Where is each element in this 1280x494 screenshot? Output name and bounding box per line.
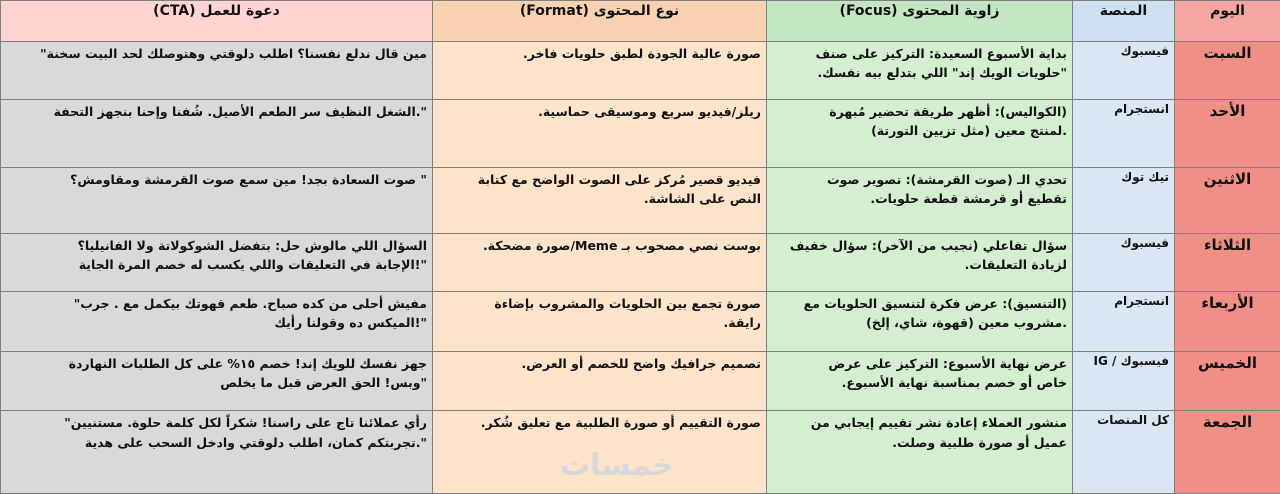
focus-text-line: عرض نهاية الأسبوع: التركيز على عرض xyxy=(828,355,1067,371)
header-platform: المنصة xyxy=(1073,1,1175,42)
cta-text-line: مين قال ندلع نفسنا؟ اطلب دلوقتي وهتوصلك لحد البيت سخنة" xyxy=(40,46,427,61)
format-text-line: النص على الشاشة. xyxy=(643,191,761,207)
cta-text-line: "!الإجابة في التعليقات واللي يكسب له خصم المرة الجاية xyxy=(78,257,427,273)
focus-text-line: "حلويات الويك إند" اللي بتدلع بيه نفسك. xyxy=(817,65,1067,81)
focus-text-line: عميل أو صورة طلبية وصلت. xyxy=(892,434,1067,450)
cta-cell xyxy=(1,351,433,411)
focus-text-line: سؤال تفاعلي (نجيب من الآخر): سؤال خفيف xyxy=(789,237,1067,253)
day-cell: الاثنين xyxy=(1175,167,1280,233)
format-cell xyxy=(433,167,767,233)
focus-text-line: .مشروب معين (قهوة، شاي، إلخ) xyxy=(866,315,1067,331)
focus-cell xyxy=(767,291,1073,351)
format-cell xyxy=(433,99,767,167)
focus-text-line: خاص أو خصم بمناسبة نهاية الأسبوع. xyxy=(841,374,1067,390)
table-row xyxy=(1,233,1280,291)
cta-cell xyxy=(1,42,433,100)
header-cta: دعوة للعمل (CTA) xyxy=(1,1,433,42)
format-cell xyxy=(433,42,767,100)
format-cell xyxy=(433,411,767,494)
header-day: اليوم xyxy=(1175,1,1280,42)
format-text-line: تصميم جرافيك واضح للخصم أو العرض. xyxy=(521,355,761,371)
platform-cell: تيك توك xyxy=(1073,167,1175,233)
day-cell: الأحد xyxy=(1175,99,1280,167)
format-text-line: صورة تجمع بين الحلويات والمشروب بإضاءة xyxy=(494,295,761,311)
platform-cell: كل المنصات xyxy=(1073,411,1175,494)
platform-cell: انستجرام xyxy=(1073,291,1175,351)
focus-cell xyxy=(767,351,1073,411)
platform-cell: فيسبوك / IG xyxy=(1073,351,1175,411)
cta-text-line: مفيش أحلى من كده صباح. طعم قهوتك بيكمل مع . جرب" xyxy=(73,295,427,311)
table-row xyxy=(1,291,1280,351)
format-text-line: بوست نصي مصحوب بـ Meme/صورة مضحكة. xyxy=(482,237,761,253)
focus-text-line: لزيادة التعليقات. xyxy=(964,257,1067,273)
focus-text-line: (الكواليس): أظهر طريقة تحضير مُبهرة xyxy=(829,103,1067,119)
format-text-line: صورة التقييم أو صورة الطلبية مع تعليق شُكر. xyxy=(480,415,761,431)
focus-text-line: تحدي الـ (صوت القرمشة): تصوير صوت xyxy=(827,171,1067,187)
focus-cell xyxy=(767,411,1073,494)
focus-text-line: (التنسيق): عرض فكرة لتنسيق الحلويات مع xyxy=(803,295,1067,311)
table-row xyxy=(1,411,1280,494)
focus-text-line: بداية الأسبوع السعيدة: التركيز على صنف xyxy=(815,46,1067,61)
format-text-line: فيديو قصير مُركز على الصوت الواضح مع كتابة xyxy=(477,171,761,187)
format-text-line: رايقة. xyxy=(723,315,761,331)
format-cell xyxy=(433,351,767,411)
cta-text-line: " صوت السعادة بجد! مين سمع صوت القرمشة ومقاومش؟ xyxy=(70,171,427,187)
cta-text-line: "وبس! الحق العرض قبل ما يخلص xyxy=(220,374,427,390)
cta-text-line: السؤال اللي مالوش حل: بتفضل الشوكولاتة ولا الفانيليا؟ xyxy=(77,237,427,253)
cta-cell xyxy=(1,233,433,291)
cta-text-line: رأي عملائنا تاج على راسنا! شكراً لكل كلمة حلوة. مستنيين" xyxy=(64,415,427,431)
day-cell: الثلاثاء xyxy=(1175,233,1280,291)
day-cell: الجمعة xyxy=(1175,411,1280,494)
focus-text-line: تقطيع أو قرمشة قطعة حلويات. xyxy=(870,191,1067,207)
cta-cell xyxy=(1,291,433,351)
focus-cell xyxy=(767,167,1073,233)
cta-text-line: "!الميكس ده وقولنا رأيك xyxy=(274,315,427,331)
cta-cell xyxy=(1,411,433,494)
format-cell xyxy=(433,233,767,291)
watermark-logo: خمسات xyxy=(560,448,674,483)
focus-cell xyxy=(767,99,1073,167)
header-format: نوع المحتوى (Format) xyxy=(433,1,767,42)
focus-cell xyxy=(767,233,1073,291)
cta-text-line: ".تجربتكم كمان، اطلب دلوقتي وادخل السحب على هدية xyxy=(84,434,427,450)
format-text-line: صورة عالية الجودة لطبق حلويات فاخر. xyxy=(522,46,761,61)
focus-text-line: منشور العملاء إعادة نشر تقييم إيجابي من xyxy=(810,415,1067,431)
format-text-line: ريلز/فيديو سريع وموسيقى حماسية. xyxy=(538,103,761,119)
platform-cell: فيسبوك xyxy=(1073,233,1175,291)
cta-cell xyxy=(1,99,433,167)
day-cell: الخميس xyxy=(1175,351,1280,411)
day-cell: السبت xyxy=(1175,42,1280,100)
cta-cell xyxy=(1,167,433,233)
cta-text-line: ".الشغل النظيف سر الطعم الأصيل. شُفنا وإحنا بنجهز التحفة xyxy=(53,103,427,119)
header-row xyxy=(1,1,1280,42)
focus-text-line: .لمنتج معين (مثل تزيين التورتة) xyxy=(871,123,1067,139)
day-cell: الأربعاء xyxy=(1175,291,1280,351)
table-row xyxy=(1,99,1280,167)
focus-cell xyxy=(767,42,1073,100)
platform-cell: انستجرام xyxy=(1073,99,1175,167)
format-cell xyxy=(433,291,767,351)
cta-text-line: جهز نفسك للويك إند! خصم ١٥% على كل الطلبات النهاردة xyxy=(68,355,427,371)
platform-cell: فيسبوك xyxy=(1073,42,1175,100)
header-focus: زاوية المحتوى (Focus) xyxy=(767,1,1073,42)
table-row xyxy=(1,42,1280,100)
table-row xyxy=(1,167,1280,233)
table-row xyxy=(1,351,1280,411)
